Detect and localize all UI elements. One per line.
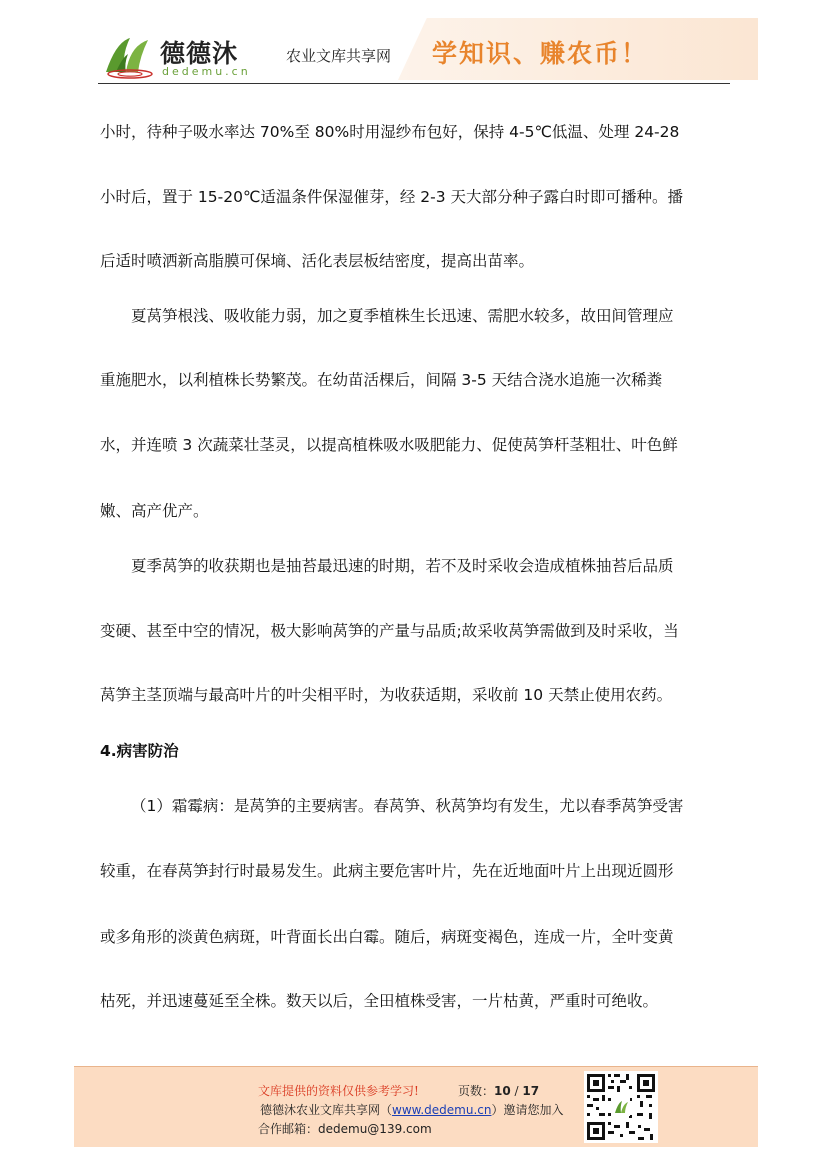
text-line: 枯死，并迅速蔓延至全株。数天以后，全田植株受害，一片枯黄，严重时可绝收。: [100, 992, 659, 1010]
page-counter: [458, 1082, 539, 1099]
page-footer: [74, 1066, 758, 1147]
text-line: 较重，在春莴笋封行时最易发生。此病主要危害叶片，先在近地面叶片上出现近圆形: [100, 862, 674, 880]
contact-email[interactable]: dedemu@139.com: [318, 1122, 432, 1136]
text-line: 嫩、高产优产。: [100, 502, 209, 520]
invite-suffix: ）邀请您加入: [491, 1103, 564, 1117]
paragraph-start-line: （1）霜霉病：是莴笋的主要病害。春莴笋、秋莴笋均有发生，尤以春季莴笋受害: [131, 797, 684, 815]
site-logo[interactable]: [98, 18, 268, 84]
sprout-logo-icon: [102, 32, 158, 80]
paragraph-start-line: 夏莴笋根浅、吸收能力弱，加之夏季植株生长迅速、需肥水较多，故田间管理应: [131, 307, 674, 325]
text-line: 后适时喷洒新高脂膜可保墒、活化表层板结密度，提高出苗率。: [100, 252, 535, 270]
footer-contact: [258, 1120, 432, 1137]
page-label: 页数：: [458, 1084, 495, 1098]
qr-code-icon[interactable]: [584, 1071, 658, 1143]
text-line: 变硬、甚至中空的情况，极大影响莴笋的产量与品质;故采收莴笋需做到及时采收，当: [100, 622, 679, 640]
header-divider: [98, 83, 730, 84]
email-label: 合作邮箱：: [258, 1122, 319, 1136]
text-line: 或多角形的淡黄色病斑，叶背面长出白霉。随后，病斑变褐色，连成一片，全叶变黄: [100, 928, 674, 946]
footer-invite: [260, 1101, 564, 1118]
text-line: 水，并连喷 3 次蔬菜壮茎灵，以提高植株吸水吸肥能力、促使莴笋杆茎粗壮、叶色鲜: [100, 436, 678, 454]
page-header: [98, 18, 758, 84]
page-total: 17: [522, 1084, 540, 1098]
text-line: 重施肥水，以利植株长势繁茂。在幼苗活棵后，间隔 3-5 天结合浇水追施一次稀粪: [100, 371, 663, 389]
site-name: 农业文库共享网: [286, 47, 392, 65]
invite-prefix: 德德沐农业文库共享网（: [260, 1103, 393, 1117]
footer-notice: 文库提供的资料仅供参考学习!: [258, 1084, 419, 1098]
logo-chinese-name: 德德沐: [160, 39, 239, 68]
slogan-text: 学知识、赚农币！: [432, 39, 649, 68]
logo-domain: dedemu.cn: [162, 65, 251, 78]
paragraph-start-line: 夏季莴笋的收获期也是抽苔最迅速的时期，若不及时采收会造成植株抽苔后品质: [131, 557, 674, 575]
page-separator: /: [510, 1084, 523, 1098]
section-heading: 4.病害防治: [100, 742, 179, 760]
text-line: 莴笋主茎顶端与最高叶片的叶尖相平时，为收获适期，采收前 10 天禁止使用农药。: [100, 686, 673, 704]
page-current: 10: [494, 1084, 511, 1098]
site-link[interactable]: www.dedemu.cn: [392, 1103, 492, 1117]
text-line: 小时后，置于 15-20℃适温条件保湿催芽，经 2-3 天大部分种子露白时即可播种。播: [100, 188, 684, 206]
text-line: 小时，待种子吸水率达 70%至 80%时用湿纱布包好，保持 4-5℃低温、处理 24-28: [100, 123, 680, 141]
